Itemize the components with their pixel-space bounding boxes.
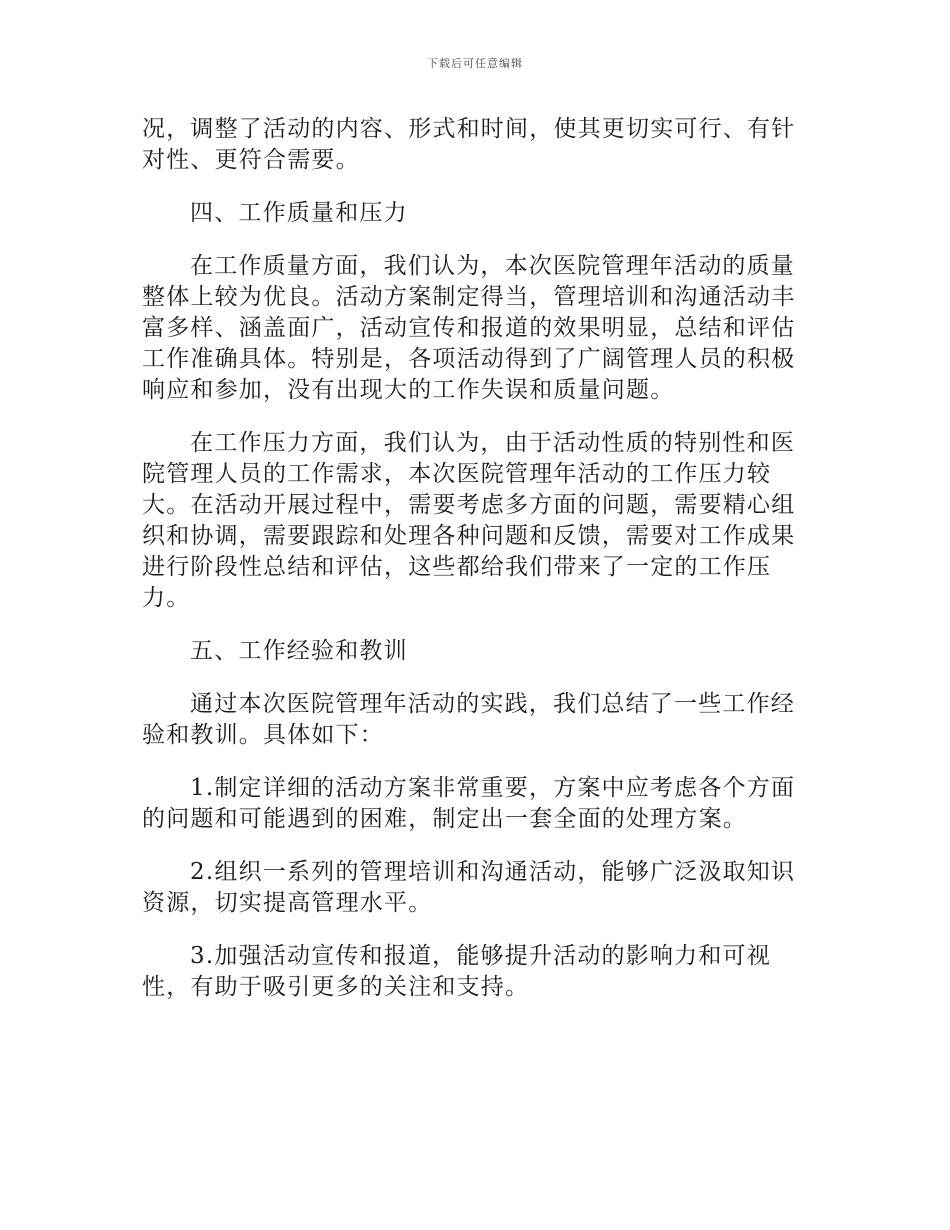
section-heading-quality-pressure: 四、工作质量和压力 [190, 200, 408, 226]
list-item-2: 2.组织一系列的管理培训和沟通活动，能够广泛汲取知识资源，切实提高管理水平。 [142, 859, 796, 916]
paragraph-experience-intro: 通过本次医院管理年活动的实践，我们总结了一些工作经验和教训。具体如下： [142, 691, 795, 748]
section-heading-experience-lessons: 五、工作经验和教训 [190, 638, 408, 664]
paragraph-work-quality: 在工作质量方面，我们认为，本次医院管理年活动的质量整体上较为优良。活动方案制定得当，管理培训和沟通活动丰富多样、涵盖面广，活动宣传和报道的效果明显，总结和评估工作准确具体。特别是，各项活动得到了广阔管理人员的积极响应和参加，没有出现大的工作失误和质量问题。 [142, 253, 796, 403]
paragraph-continuation: 况，调整了活动的内容、形式和时间，使其更切实可行、有针对性、更符合需要。 [142, 116, 796, 173]
list-item-3: 3.加强活动宣传和报道，能够提升活动的影响力和可视性，有助于吸引更多的关注和支持。 [142, 943, 771, 1000]
list-item-1: 1.制定详细的活动方案非常重要，方案中应考虑各个方面的问题和可能遇到的困难，制定出一套全面的处理方案。 [142, 775, 796, 832]
paragraph-work-pressure: 在工作压力方面，我们认为，由于活动性质的特别性和医院管理人员的工作需求，本次医院管理年活动的工作压力较大。在活动开展过程中，需要考虑多方面的问题，需要精心组织和协调，需要跟踪和处理各种问题和反馈，需要对工作成果进行阶段性总结和评估，这些都给我们带来了一定的工作压力。 [142, 430, 796, 611]
document-body [142, 114, 810, 1025]
page-header: 下载后可任意编辑 [427, 57, 523, 70]
